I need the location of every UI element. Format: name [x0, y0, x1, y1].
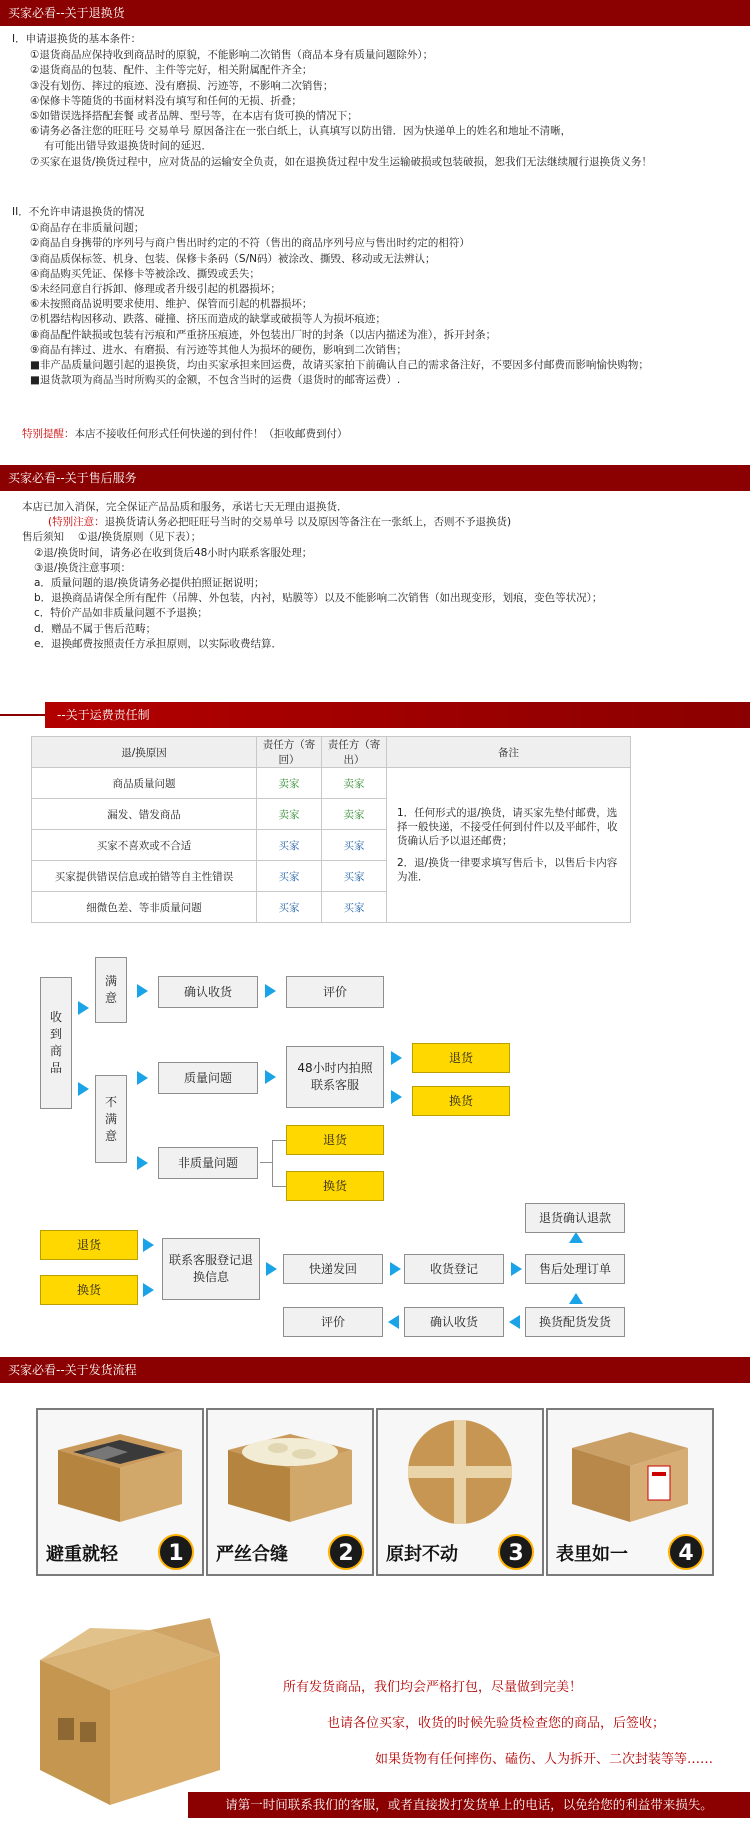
- table-header-row: [32, 737, 631, 768]
- flow-connector: [260, 1162, 272, 1163]
- reason-cell: 买家提供错误信息或拍错等自主性错误: [32, 861, 257, 892]
- special-reminder-label: 特别提醒：: [22, 428, 75, 440]
- flow-return: 退货: [286, 1125, 384, 1155]
- flow-contact-service: 联系客服登记退换信息: [162, 1238, 260, 1300]
- flow-arrow-right: [78, 1001, 89, 1015]
- part-ii-title: II．不允许申请退换货的情况: [12, 206, 145, 218]
- after-sales-content: [22, 500, 750, 652]
- return-conditions: [12, 32, 740, 170]
- condition-item: ②退货商品的包装、配件、主件等完好，相关附属配件齐全；: [30, 64, 313, 77]
- flow-arrow-right: [265, 984, 276, 998]
- header-send-back: 责任方（寄回）: [257, 737, 322, 768]
- after-sales-item: ①退/换货原则（见下表）；: [78, 531, 202, 544]
- return-policy-header: 买家必看--关于退换货: [0, 0, 750, 26]
- packing-panel: [376, 1408, 544, 1576]
- condition-item: ③没有划伤、摔过的痕迹、没有磨损、污迹等，不影响二次销售；: [30, 79, 334, 92]
- flow-connector: [272, 1140, 286, 1141]
- flow-arrow-right: [143, 1283, 154, 1297]
- table-row: [32, 768, 631, 799]
- panel-caption: 避重就轻: [46, 1544, 118, 1565]
- reason-cell: 细微色差、等非质量问题: [32, 892, 257, 923]
- delivery-process-header: 买家必看--关于发货流程: [0, 1357, 750, 1383]
- send-back-cell: 卖家: [257, 799, 322, 830]
- after-sales-label: 售后须知: [22, 531, 64, 544]
- flow-confirm-receipt: 确认收货: [404, 1307, 504, 1337]
- header-send-out: 责任方（寄出）: [322, 737, 387, 768]
- condition-item: ⑦机器结构因移动、跌落、碰撞、挤压而造成的缺掌或破损等人为损坏痕迹；: [30, 313, 386, 326]
- header-reason: 退/换原因: [32, 737, 257, 768]
- condition-item: ②商品自身携带的序列号与商户售出时约定的不符（售出的商品序列号应与售出时约定的相符）: [30, 237, 470, 250]
- box-padding-icon: [38, 1410, 202, 1530]
- condition-item: ⑦买家在退货/换货过程中，应对货品的运输安全负责，如在退换货过程中发生运输破损或包装破损，恕我们无法继续履行退换货义务！: [30, 155, 652, 168]
- condition-item: ③商品质保标签、机身、包装、保修卡条码（S/N码）被涂改、撕毁、移动或无法辨认；: [30, 252, 436, 265]
- special-reminder: [22, 427, 750, 442]
- flow-arrow-right: [137, 1156, 148, 1170]
- labeled-box-icon: [548, 1410, 712, 1530]
- shipping-responsibility-table: [31, 736, 631, 923]
- flow-satisfied: 满意: [95, 957, 127, 1023]
- panel-caption: 严丝合缝: [216, 1544, 288, 1565]
- note-cell: [387, 768, 631, 923]
- flow-review: 评价: [283, 1307, 383, 1337]
- panel-number: 4: [668, 1534, 704, 1570]
- send-back-cell: 买家: [257, 861, 322, 892]
- header-note: 备注: [387, 737, 631, 768]
- shipping-responsibility-title: --关于运费责任制: [45, 702, 750, 728]
- flow-arrow-right: [390, 1262, 401, 1276]
- box-filler-icon: [208, 1410, 372, 1530]
- packing-panel: [206, 1408, 374, 1576]
- flow-receive-goods: 收到商品: [40, 977, 72, 1109]
- flow-arrow-left: [388, 1315, 399, 1329]
- after-sales-intro: 本店已加入消保，完全保证产品品质和服务，承诺七天无理由退换货．: [22, 501, 348, 513]
- flow-return: 退货: [412, 1043, 510, 1073]
- condition-item: ⑤如错误选择搭配套餐 或者品牌、型号等，在本店有货可换的情况下；: [30, 110, 358, 123]
- flow-exchange: 换货: [40, 1275, 138, 1305]
- delivery-promise-1: 所有发货商品，我们均会严格打包，尽量做到完美！: [283, 1680, 583, 1695]
- condition-item: 有可能出错导致退换货时间的延迟．: [44, 140, 212, 153]
- flow-arrow-right: [137, 1071, 148, 1085]
- contact-service-bar: 请第一时间联系我们的客服，或者直接拨打发货单上的电话，以免给您的利益带来损失。: [188, 1792, 750, 1818]
- sealed-box-icon: [378, 1410, 542, 1530]
- flow-exchange: 换货: [412, 1086, 510, 1116]
- packing-panel: [36, 1408, 204, 1576]
- reason-cell: 漏发、错发商品: [32, 799, 257, 830]
- condition-item: ①退货商品应保持收到商品时的原貌，不能影响二次销售（商品本身有质量问题除外）；: [30, 49, 434, 62]
- flow-confirm-receipt: 确认收货: [158, 976, 258, 1008]
- panel-number: 2: [328, 1534, 364, 1570]
- panel-caption: 原封不动: [386, 1544, 458, 1565]
- flow-arrow-up: [569, 1293, 583, 1304]
- packing-panel: [546, 1408, 714, 1576]
- special-reminder-text: 本店不接收任何形式任何快递的到付件！（拒收邮费到付）: [74, 428, 348, 440]
- flow-exchange-ship: 换货配货发货: [525, 1307, 625, 1337]
- after-sales-item: ②退/换货时间，请务必在收到货后48小时内联系客服处理；: [34, 546, 313, 559]
- reason-cell: 商品质量问题: [32, 768, 257, 799]
- send-out-cell: 卖家: [322, 768, 387, 799]
- panel-number: 1: [158, 1534, 194, 1570]
- notice-label: (特别注意：: [48, 516, 105, 529]
- flow-unsatisfied: 不满意: [95, 1075, 127, 1163]
- flow-arrow-right: [266, 1262, 277, 1276]
- condition-item: ⑨商品有摔过、进水、有磨损、有污迹等其他人为损坏的硬伤，影响到二次销售；: [30, 343, 407, 356]
- flow-review: 评价: [286, 976, 384, 1008]
- flow-arrow-right: [391, 1090, 402, 1104]
- flow-receive-register: 收货登记: [404, 1254, 504, 1284]
- condition-item: ⑧商品配件缺损或包装有污痕和严重挤压痕迹，外包装出厂时的封条（以店内描述为准），拆开封条；: [30, 328, 497, 341]
- flow-non-quality-issue: 非质量问题: [158, 1147, 258, 1179]
- flow-return: 退货: [40, 1230, 138, 1260]
- flow-process-order: 售后处理订单: [525, 1254, 625, 1284]
- note-1: 1．任何形式的退/换货，请买家先垫付邮费，选择一般快递，不接受任何到付件以及平邮件，收货确认后予以退还邮费；: [397, 807, 618, 847]
- send-out-cell: 卖家: [322, 799, 387, 830]
- after-sales-subitem: e．退换邮费按照责任方承担原则，以实际收费结算．: [34, 637, 282, 650]
- after-sales-subitem: c．特价产品如非质量问题不予退换；: [34, 607, 208, 620]
- flow-arrow-up: [569, 1232, 583, 1243]
- flow-arrow-right: [143, 1238, 154, 1252]
- flow-arrow-right: [137, 984, 148, 998]
- flow-exchange: 换货: [286, 1171, 384, 1201]
- flow-arrow-right: [511, 1262, 522, 1276]
- flow-connector: [272, 1140, 273, 1187]
- flow-contact-48h: 48小时内拍照联系客服: [286, 1046, 384, 1108]
- condition-item: ⑥请务必备注您的旺旺号 交易单号 原因备注在一张白纸上，认真填写以防出错．因为快递单上的姓名和地址不清晰，: [30, 125, 572, 138]
- after-sales-subitem: a．质量问题的退/换货请务必提供拍照证据说明；: [34, 577, 265, 590]
- panel-caption: 表里如一: [556, 1544, 628, 1565]
- part-i-title: I．申请退换货的基本条件：: [12, 33, 142, 45]
- send-out-cell: 买家: [322, 861, 387, 892]
- flow-arrow-right: [78, 1082, 89, 1096]
- no-return-conditions: [12, 205, 740, 388]
- after-sales-subitem: b．退换商品请保全所有配件（吊牌、外包装，内衬，贴膜等）以及不能影响二次销售（如出现变形，划痕，变色等状况）；: [34, 592, 603, 605]
- send-back-cell: 买家: [257, 830, 322, 861]
- delivery-promise-2: 也请各位买家，收货的时候先验货检查您的商品，后签收；: [327, 1716, 666, 1731]
- condition-item: ④保修卡等随货的书面材料没有填写和任何的无损、折叠；: [30, 94, 302, 107]
- send-out-cell: 买家: [322, 892, 387, 923]
- after-sales-subitem: d．赠品不属于售后范畴；: [34, 622, 157, 635]
- condition-item: ⑤未经同意自行拆卸、修理或者升级引起的机器损坏；: [30, 283, 281, 296]
- flow-connector: [272, 1186, 286, 1187]
- note-2: 2．退/换货一律要求填写售后卡，以售后卡内容为准．: [397, 857, 618, 883]
- condition-item: ■退货款项为商品当时所购买的金额，不包含当时的运费（退货时的邮寄运费）.: [30, 374, 401, 387]
- after-sales-item: ③退/换货注意事项：: [34, 561, 131, 574]
- flow-arrow-left: [509, 1315, 520, 1329]
- reason-cell: 买家不喜欢或不合适: [32, 830, 257, 861]
- notice-text: 退换货请认务必把旺旺号当时的交易单号 以及原因等备注在一张纸上，否则不予退换货): [104, 516, 512, 529]
- condition-item: ①商品存在非质量问题；: [30, 222, 145, 235]
- send-out-cell: 买家: [322, 830, 387, 861]
- flow-quality-issue: 质量问题: [158, 1062, 258, 1094]
- send-back-cell: 卖家: [257, 768, 322, 799]
- flow-express-back: 快递发回: [283, 1254, 383, 1284]
- condition-item: ⑥未按照商品说明要求使用、维护、保管而引起的机器损坏；: [30, 298, 313, 311]
- condition-item: ④商品购买凭证、保修卡等被涂改、撕毁或丢失；: [30, 267, 260, 280]
- panel-number: 3: [498, 1534, 534, 1570]
- shipping-box-icon: [30, 1610, 230, 1810]
- flow-arrow-right: [391, 1051, 402, 1065]
- flow-confirm-refund: 退货确认退款: [525, 1203, 625, 1233]
- delivery-promise-3: 如果货物有任何摔伤、磕伤、人为拆开、二次封装等等……: [375, 1752, 714, 1767]
- after-sales-header: 买家必看--关于售后服务: [0, 465, 750, 491]
- condition-item: ■非产品质量问题引起的退换货，均由买家承担来回运费，故请买家拍下前确认自己的需求备注好，不要因多付邮费而影响愉快购物；: [30, 359, 649, 372]
- send-back-cell: 买家: [257, 892, 322, 923]
- flow-arrow-right: [265, 1070, 276, 1084]
